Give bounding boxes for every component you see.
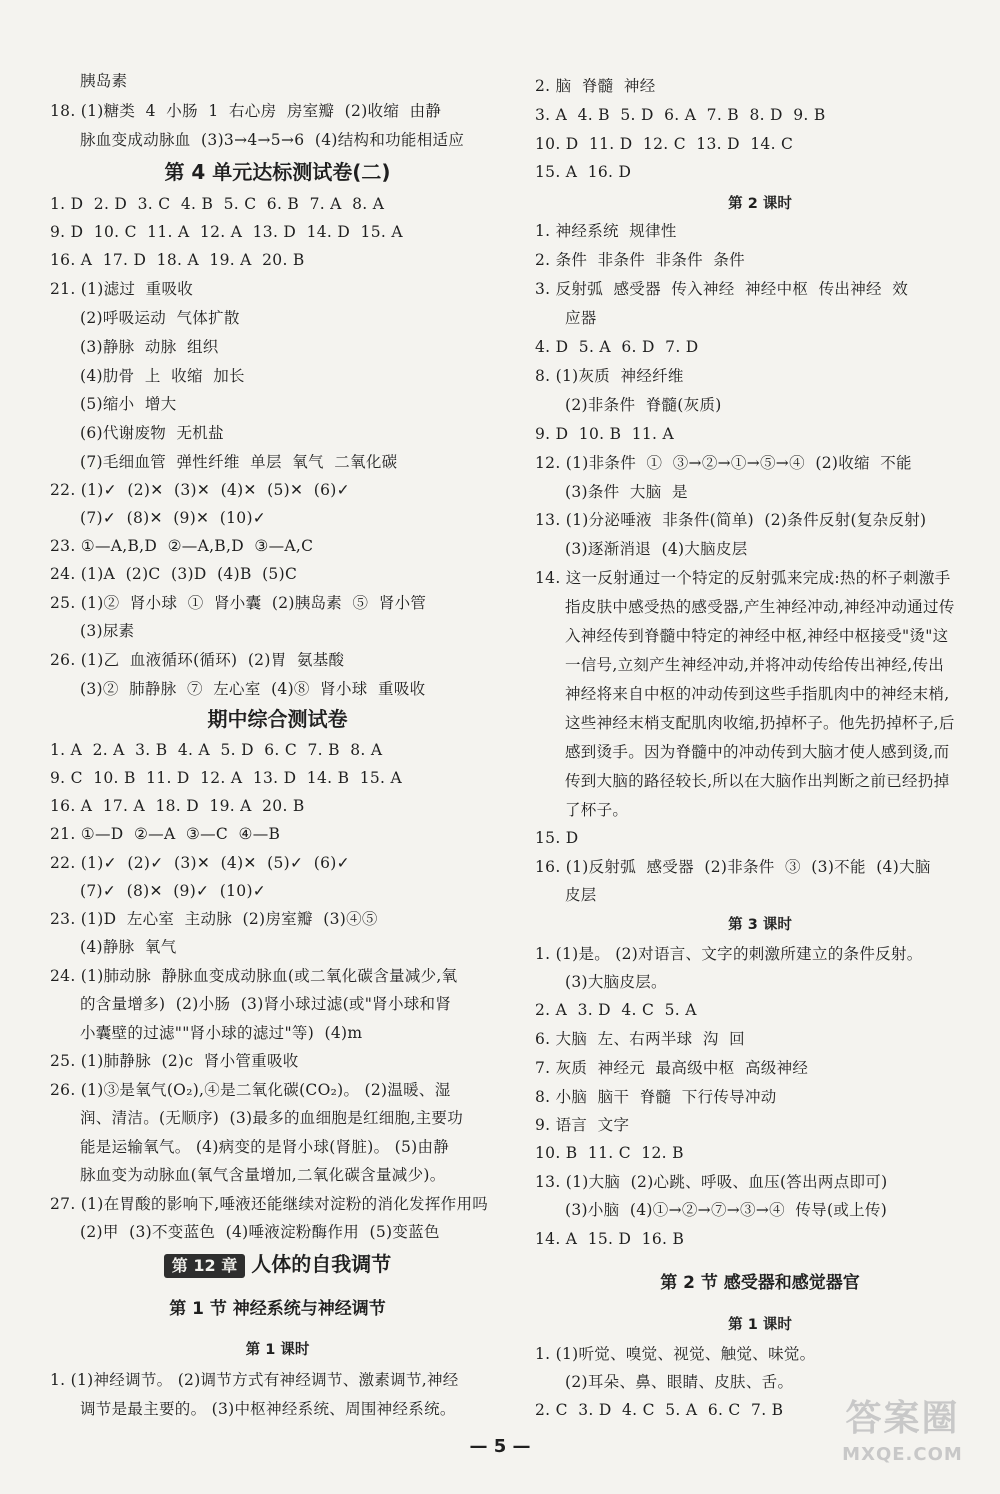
answer-line: 16. (1)反射弧 感受器 (2)非条件 ③ (3)不能 (4)大脑 xyxy=(535,858,931,876)
answer-line: 15. A 16. D xyxy=(535,163,632,181)
answer-line: 25. (1)肺静脉 (2)c 肾小管重吸收 xyxy=(50,1052,299,1070)
answer-line: (3)尿素 xyxy=(80,622,135,640)
answer-line: 脉血变为动脉血(氧气含量增加,二氧化碳含量减少)。 xyxy=(80,1166,446,1184)
answer-line: 24. (1)肺动脉 静脉血变成动脉血(或二氧化碳含量减少,氧 xyxy=(50,967,458,985)
answer-line: 22. (1)✓ (2)✓ (3)✕ (4)✕ (5)✓ (6)✓ xyxy=(50,854,350,872)
answer-line: 13. (1)分泌唾液 非条件(简单) (2)条件反射(复杂反射) xyxy=(535,511,927,529)
lesson-heading: 第 1 课时 xyxy=(245,1342,310,1358)
answer-line: 16. A 17. D 18. A 19. A 20. B xyxy=(50,251,305,269)
answer-line: 小囊壁的过滤""肾小球的滤过"等) (4)m xyxy=(80,1024,363,1042)
chapter-title: 人体的自我调节 xyxy=(251,1252,392,1276)
lesson-heading: 第 1 课时 xyxy=(728,1317,792,1333)
answer-line: (2)耳朵、鼻、眼睛、皮肤、舌。 xyxy=(565,1373,794,1391)
answer-line: 调节是最主要的。 (3)中枢神经系统、周围神经系统。 xyxy=(80,1400,456,1418)
answer-line: 24. (1)A (2)C (3)D (4)B (5)C xyxy=(50,565,298,583)
answer-line: 一信号,立刻产生神经冲动,并将冲动传给传出神经,传出 xyxy=(565,656,945,674)
answer-line: 1. (1)神经调节。 (2)调节方式有神经调节、激素调节,神经 xyxy=(50,1371,459,1389)
answer-line: 7. 灰质 神经元 最高级中枢 高级神经 xyxy=(535,1059,809,1077)
answer-line: (3)大脑皮层。 xyxy=(565,973,667,991)
unit-test-heading: 第 4 单元达标测试卷(二) xyxy=(164,160,391,184)
watermark-text: 答案圈 xyxy=(845,1398,960,1439)
answer-line: (2)非条件 脊髓(灰质) xyxy=(565,396,722,414)
answer-line: (7)✓ (8)✕ (9)✓ (10)✓ xyxy=(80,882,267,900)
answer-line: (5)缩小 增大 xyxy=(80,395,177,413)
answer-line: 9. 语言 文字 xyxy=(535,1116,630,1134)
answer-line: 23. ①—A,B,D ②—A,B,D ③—A,C xyxy=(50,537,314,555)
answer-line: (7)毛细血管 弹性纤维 单层 氧气 二氧化碳 xyxy=(80,453,398,471)
answer-line: 神经将来自中枢的冲动传到这些手指肌肉中的神经末梢, xyxy=(565,685,950,703)
answer-line: (3)② 肺静脉 ⑦ 左心室 (4)⑧ 肾小球 重吸收 xyxy=(80,680,426,698)
answer-line: 皮层 xyxy=(565,886,597,904)
answer-line: 10. B 11. C 12. B xyxy=(535,1144,684,1162)
answer-line: 这些神经末梢支配肌肉收缩,扔掉杯子。他先扔掉杯子,后 xyxy=(565,714,955,732)
answer-line: (2)甲 (3)不变蓝色 (4)唾液淀粉酶作用 (5)变蓝色 xyxy=(80,1223,440,1241)
answer-line: 9. C 10. B 11. D 12. A 13. D 14. B 15. A xyxy=(50,769,402,787)
answer-line: 2. 条件 非条件 非条件 条件 xyxy=(535,251,745,269)
answer-line: 27. (1)在胃酸的影响下,唾液还能继续对淀粉的消化发挥作用吗 xyxy=(50,1195,489,1213)
answer-line: 应器 xyxy=(565,309,597,327)
answer-line: 2. C 3. D 4. C 5. A 6. C 7. B xyxy=(535,1401,784,1419)
answer-line: 2. A 3. D 4. C 5. A xyxy=(535,1001,697,1019)
chapter-heading xyxy=(50,1250,505,1278)
page-number: — 5 — xyxy=(469,1436,531,1457)
answer-line: (7)✓ (8)✕ (9)✕ (10)✓ xyxy=(80,509,267,527)
answer-line: (3)静脉 动脉 组织 xyxy=(80,338,219,356)
answer-line: (3)小脑 (4)①→②→⑦→③→④ 传导(或上传) xyxy=(565,1201,888,1219)
answer-line: 22. (1)✓ (2)✕ (3)✕ (4)✕ (5)✕ (6)✓ xyxy=(50,481,350,499)
answer-line: 23. (1)D 左心室 主动脉 (2)房室瓣 (3)④⑤ xyxy=(50,910,378,928)
answer-line: 10. D 11. D 12. C 13. D 14. C xyxy=(535,135,794,153)
answer-line: (4)静脉 氧气 xyxy=(80,938,177,956)
answer-line: 润、清洁。(无顺序) (3)最多的血细胞是红细胞,主要功 xyxy=(80,1109,464,1127)
watermark-url: MXQE.COM xyxy=(842,1444,963,1465)
answer-line: 能是运输氧气。 (4)病变的是肾小球(肾脏)。 (5)由静 xyxy=(80,1138,450,1156)
answer-line: 了杯子。 xyxy=(565,801,629,819)
answer-line: (2)呼吸运动 气体扩散 xyxy=(80,309,240,327)
answer-line: 9. D 10. C 11. A 12. A 13. D 14. D 15. A xyxy=(50,223,403,241)
answer-line: (3)逐渐消退 (4)大脑皮层 xyxy=(565,540,748,558)
watermark-logo xyxy=(815,1396,990,1486)
answer-line: 18. (1)糖类 4 小肠 1 右心房 房室瓣 (2)收缩 由静 xyxy=(50,102,442,120)
answer-line: 8. 小脑 脑干 脊髓 下行传导冲动 xyxy=(535,1088,777,1106)
answer-line: 8. (1)灰质 神经纤维 xyxy=(535,367,684,385)
answer-line: 感到烫手。因为脊髓中的冲动传到大脑才使人感到烫,而 xyxy=(565,743,950,761)
lesson-heading: 第 2 课时 xyxy=(728,196,792,212)
answer-line: 21. ①—D ②—A ③—C ④—B xyxy=(50,825,281,843)
answer-line: (6)代谢废物 无机盐 xyxy=(80,424,224,442)
section-heading: 第 1 节 神经系统与神经调节 xyxy=(169,1299,386,1319)
answer-line: 16. A 17. A 18. D 19. A 20. B xyxy=(50,797,305,815)
answer-line: 1. 神经系统 规律性 xyxy=(535,222,677,240)
section-heading: 第 2 节 感受器和感觉器官 xyxy=(660,1273,860,1293)
answer-line: 的含量增多) (2)小肠 (3)肾小球过滤(或"肾小球和肾 xyxy=(80,995,452,1013)
answer-line: 传到大脑的路径较长,所以在大脑作出判断之前已经扔掉 xyxy=(565,772,950,790)
answer-line: 13. (1)大脑 (2)心跳、呼吸、血压(答出两点即可) xyxy=(535,1173,888,1191)
answer-line: 3. A 4. B 5. D 6. A 7. B 8. D 9. B xyxy=(535,106,826,124)
answer-line: 2. 脑 脊髓 神经 xyxy=(535,77,656,95)
answer-line: 3. 反射弧 感受器 传入神经 神经中枢 传出神经 效 xyxy=(535,280,909,298)
answer-line: 指皮肤中感受热的感受器,产生神经冲动,神经冲动通过传 xyxy=(565,598,955,616)
answer-line: 6. 大脑 左、右两半球 沟 回 xyxy=(535,1030,745,1048)
answer-line: 胰岛素 xyxy=(80,72,128,90)
answer-line: 25. (1)② 肾小球 ① 肾小囊 (2)胰岛素 ⑤ 肾小管 xyxy=(50,594,427,612)
answer-line: 1. (1)是。 (2)对语言、文字的刺激所建立的条件反射。 xyxy=(535,945,923,963)
answer-line: 入神经传到脊髓中特定的神经中枢,神经中枢接受"烫"这 xyxy=(565,627,949,645)
answer-line: (4)肋骨 上 收缩 加长 xyxy=(80,367,245,385)
answer-line: 21. (1)滤过 重吸收 xyxy=(50,280,194,298)
answer-line: 1. D 2. D 3. C 4. B 5. C 6. B 7. A 8. A xyxy=(50,195,385,213)
answer-line: 15. D xyxy=(535,829,579,847)
answer-line: 14. A 15. D 16. B xyxy=(535,1230,685,1248)
answer-line: 9. D 10. B 11. A xyxy=(535,425,674,443)
answer-line: 4. D 5. A 6. D 7. D xyxy=(535,338,699,356)
midterm-heading: 期中综合测试卷 xyxy=(207,707,348,731)
answer-line: 26. (1)乙 血液循环(循环) (2)胃 氨基酸 xyxy=(50,651,345,669)
answer-line: 12. (1)非条件 ① ③→②→①→⑤→④ (2)收缩 不能 xyxy=(535,454,912,472)
answer-line: 1. A 2. A 3. B 4. A 5. D 6. C 7. B 8. A xyxy=(50,741,383,759)
lesson-heading: 第 3 课时 xyxy=(728,917,792,933)
answer-line: 脉血变成动脉血 (3)3→4→5→6 (4)结构和功能相适应 xyxy=(80,131,465,149)
answer-line: 1. (1)听觉、嗅觉、视觉、触觉、味觉。 xyxy=(535,1345,816,1363)
answer-line: 14. 这一反射通过一个特定的反射弧来完成:热的杯子刺激手 xyxy=(535,569,951,587)
chapter-badge: 第 12 章 xyxy=(164,1254,245,1278)
answer-line: (3)条件 大脑 是 xyxy=(565,483,688,501)
answer-line: 26. (1)③是氧气(O₂),④是二氧化碳(CO₂)。 (2)温暖、湿 xyxy=(50,1081,451,1099)
